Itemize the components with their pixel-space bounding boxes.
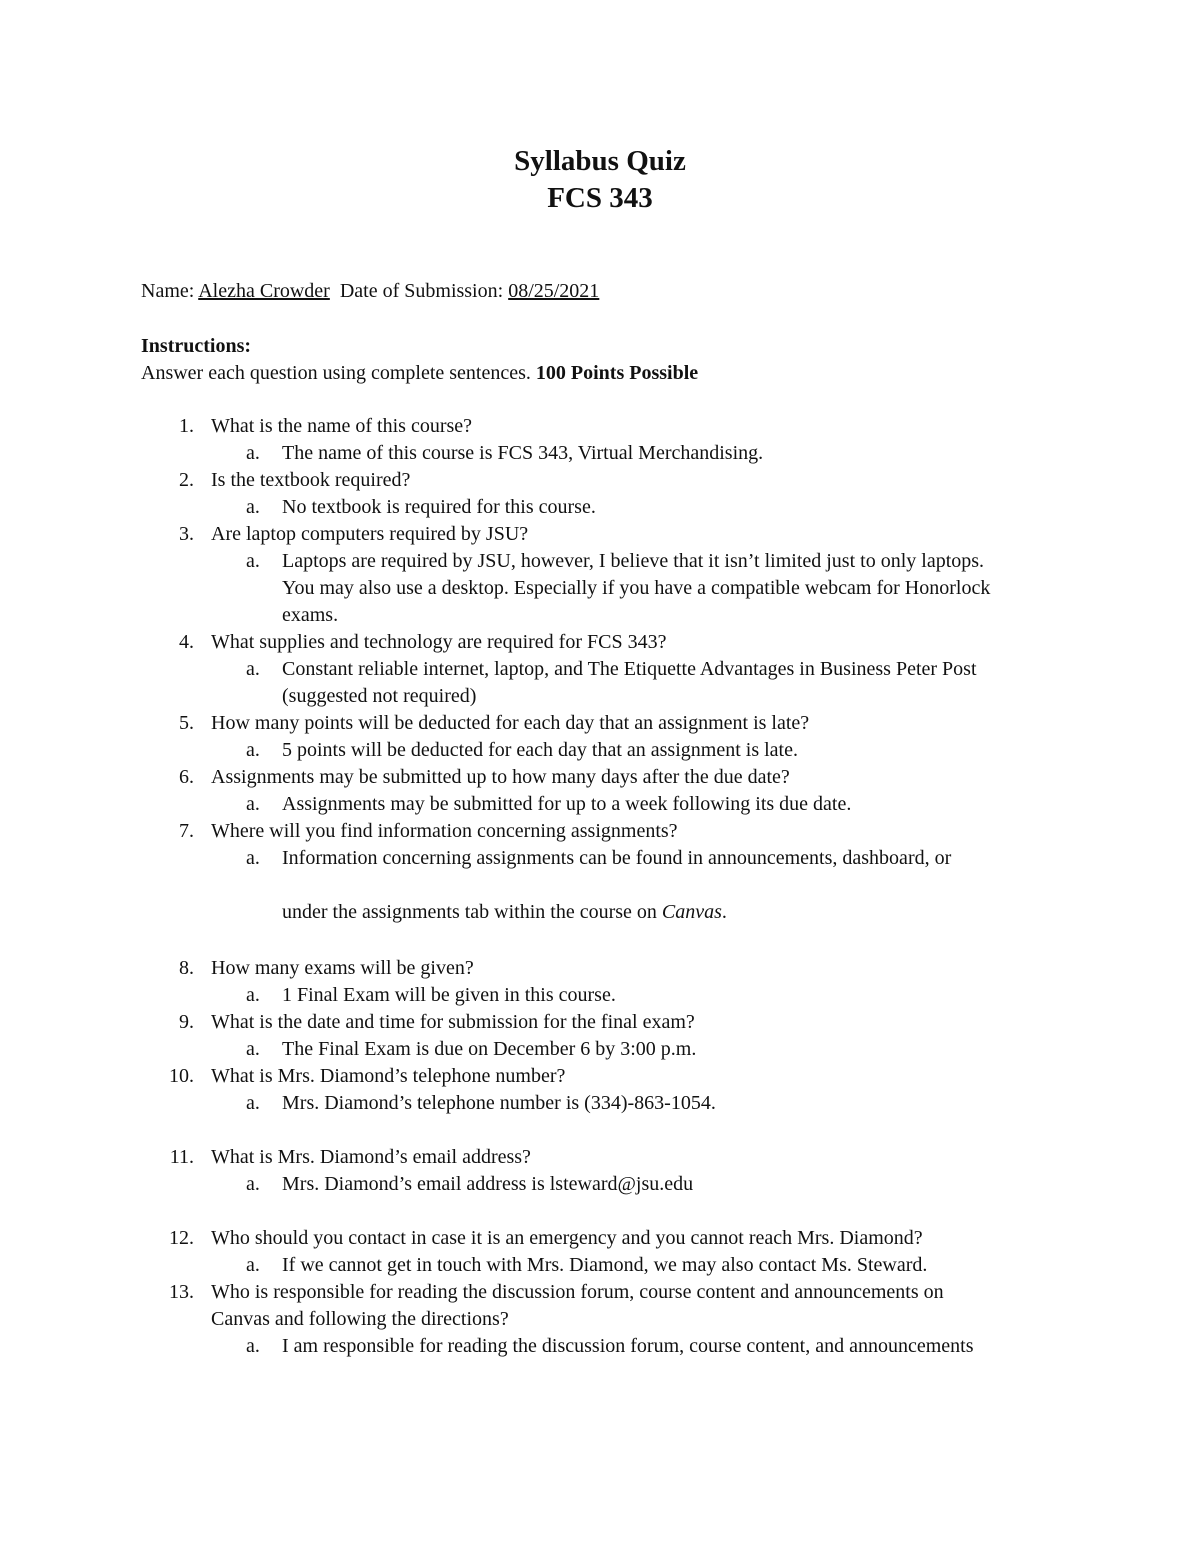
answer-text: Information concerning assignments can be found in announcements, dashboard, or	[282, 847, 952, 869]
answer-text: 5 points will be deducted for each day that an assignment is late.	[282, 739, 798, 761]
question-number: 1.	[179, 415, 194, 437]
question-text: How many points will be deducted for each day that an assignment is late?	[211, 712, 810, 734]
answer-letter: a.	[246, 847, 260, 869]
answer-letter: a.	[246, 496, 260, 518]
question-number: 6.	[179, 766, 194, 788]
document-title: Syllabus Quiz	[514, 145, 686, 177]
answer-text: Assignments may be submitted for up to a week following its due date.	[282, 793, 852, 815]
answer-letter: a.	[246, 793, 260, 815]
answer-letter: a.	[246, 1092, 260, 1114]
answer-text: You may also use a desktop. Especially if you have a compatible webcam for Honorlock	[282, 577, 991, 599]
answer-text: The Final Exam is due on December 6 by 3:00 p.m.	[282, 1038, 697, 1060]
question-text: Is the textbook required?	[211, 469, 411, 491]
question-text: How many exams will be given?	[211, 957, 474, 979]
question-text: What is the name of this course?	[211, 415, 473, 437]
submission-date: 08/25/2021	[508, 280, 600, 302]
answer-letter: a.	[246, 1038, 260, 1060]
points-possible: 100 Points Possible	[535, 362, 699, 384]
answer-letter: a.	[246, 739, 260, 761]
student-name: Alezha Crowder	[198, 280, 330, 302]
question-text: What is Mrs. Diamond’s email address?	[211, 1146, 531, 1168]
question-number: 3.	[179, 523, 194, 545]
title-block	[0, 143, 1200, 217]
question-number: 11.	[169, 1146, 194, 1168]
question-number: 12.	[169, 1227, 194, 1249]
answer-letter: a.	[246, 658, 260, 680]
answer-text: Mrs. Diamond’s telephone number is (334)-863-1054.	[282, 1092, 716, 1114]
course-code: FCS 343	[547, 182, 653, 214]
instructions-heading: Instructions:	[141, 335, 252, 357]
answer-letter: a.	[246, 550, 260, 572]
name-label: Name:	[141, 280, 199, 302]
answer-text: (suggested not required)	[282, 685, 477, 707]
date-label: Date of Submission:	[339, 280, 509, 302]
instructions-body: Answer each question using complete sentences.	[141, 362, 536, 384]
question-text: Who should you contact in case it is an emergency and you cannot reach Mrs. Diamond?	[211, 1227, 923, 1249]
question-text: Canvas and following the directions?	[211, 1308, 509, 1330]
answer-text: The name of this course is FCS 343, Virtual Merchandising.	[282, 442, 764, 464]
answer-letter: a.	[246, 1335, 260, 1357]
answer-text: Mrs. Diamond’s email address is lsteward@jsu.edu	[282, 1173, 694, 1195]
question-number: 2.	[179, 469, 194, 491]
answer-letter: a.	[246, 442, 260, 464]
instructions-block	[141, 333, 698, 387]
question-number: 9.	[179, 1011, 194, 1033]
answer-text: I am responsible for reading the discussion forum, course content, and announcements	[282, 1335, 974, 1357]
question-number: 4.	[179, 631, 194, 653]
instructions-text	[141, 360, 698, 387]
question-number: 8.	[179, 957, 194, 979]
answer-text-part: under the assignments tab within the course on	[282, 901, 662, 923]
answer-text: 1 Final Exam will be given in this course.	[282, 984, 616, 1006]
answer-letter: a.	[246, 1173, 260, 1195]
answer-text: exams.	[282, 604, 339, 626]
question-number: 13.	[169, 1281, 194, 1303]
answer-text: Constant reliable internet, laptop, and The Etiquette Advantages in Business Peter Post	[282, 658, 977, 680]
question-text: What supplies and technology are required for FCS 343?	[211, 631, 667, 653]
question-number: 7.	[179, 820, 194, 842]
answer-text-part: .	[721, 901, 727, 923]
question-text: What is Mrs. Diamond’s telephone number?	[211, 1065, 566, 1087]
canvas-italic: Canvas	[661, 901, 722, 923]
question-text: What is the date and time for submission for the final exam?	[211, 1011, 695, 1033]
answer-text	[282, 899, 727, 926]
answer-letter: a.	[246, 984, 260, 1006]
answer-text: No textbook is required for this course.	[282, 496, 596, 518]
question-text: Are laptop computers required by JSU?	[211, 523, 529, 545]
submission-meta	[141, 278, 599, 305]
question-text: Who is responsible for reading the discussion forum, course content and announcements on	[211, 1281, 944, 1303]
answer-text: Laptops are required by JSU, however, I believe that it isn’t limited just to only laptops.	[282, 550, 985, 572]
question-text: Where will you find information concerning assignments?	[211, 820, 678, 842]
question-number: 5.	[179, 712, 194, 734]
question-number: 10.	[169, 1065, 194, 1087]
answer-text: If we cannot get in touch with Mrs. Diamond, we may also contact Ms. Steward.	[282, 1254, 928, 1276]
answer-letter: a.	[246, 1254, 260, 1276]
question-text: Assignments may be submitted up to how many days after the due date?	[211, 766, 790, 788]
